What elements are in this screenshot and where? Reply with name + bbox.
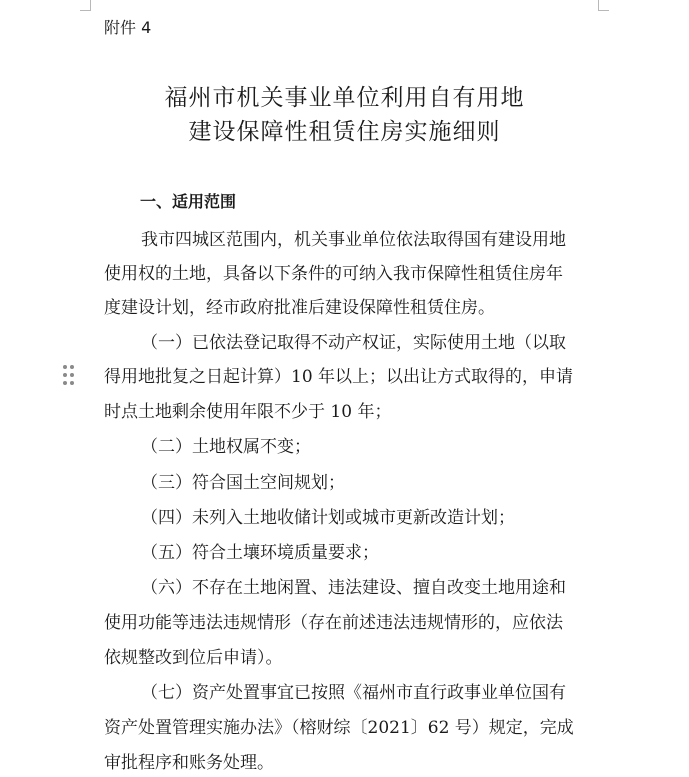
condition-2: （二）土地权属不变； (141, 437, 311, 457)
condition-1-line-1: （一）已依法登记取得不动产权证，实际使用土地（以取 (141, 333, 566, 353)
body-line-2: 使用权的土地，具备以下条件的可纳入我市保障性租赁住房年 (104, 264, 563, 284)
condition-1-line-3: 时点土地剩余使用年限不少于 10 年； (104, 402, 392, 422)
section-heading: 一、适用范围 (140, 192, 237, 211)
condition-7-line-1: （七）资产处置事宜已按照《福州市直行政事业单位国有 (141, 683, 566, 703)
document-title-line-2: 建设保障性租赁住房实施细则 (188, 119, 501, 145)
condition-6-line-3: 依规整改到位后申请）。 (104, 648, 283, 668)
condition-6-line-1: （六）不存在土地闲置、违法建设、擅自改变土地用途和 (141, 578, 566, 598)
body-line-3: 度建设计划，经市政府批准后建设保障性租赁住房。 (104, 298, 495, 318)
document-title-line-1: 福州市机关事业单位利用自有用地 (164, 85, 525, 111)
page-corner-mark-left (80, 0, 91, 11)
condition-1-line-2: 得用地批复之日起计算）10 年以上；以出让方式取得的，申请 (104, 367, 574, 387)
condition-7-line-3: 审批程序和账务处理。 (104, 753, 274, 773)
page-corner-mark-right (598, 0, 609, 11)
condition-7-line-2: 资产处置管理实施办法》（榕财综〔2021〕62 号）规定，完成 (104, 718, 574, 738)
condition-5: （五）符合土壤环境质量要求； (141, 543, 379, 563)
condition-6-line-2: 使用功能等违法违规情形（存在前述违法违规情形的，应依法 (104, 613, 563, 633)
condition-3: （三）符合国土空间规划； (141, 473, 345, 493)
paragraph-drag-handle-icon[interactable] (63, 365, 75, 385)
attachment-label: 附件 4 (104, 18, 152, 37)
condition-4: （四）未列入土地收储计划或城市更新改造计划； (141, 508, 515, 528)
body-line-1: 我市四城区范围内，机关事业单位依法取得国有建设用地 (141, 230, 566, 250)
